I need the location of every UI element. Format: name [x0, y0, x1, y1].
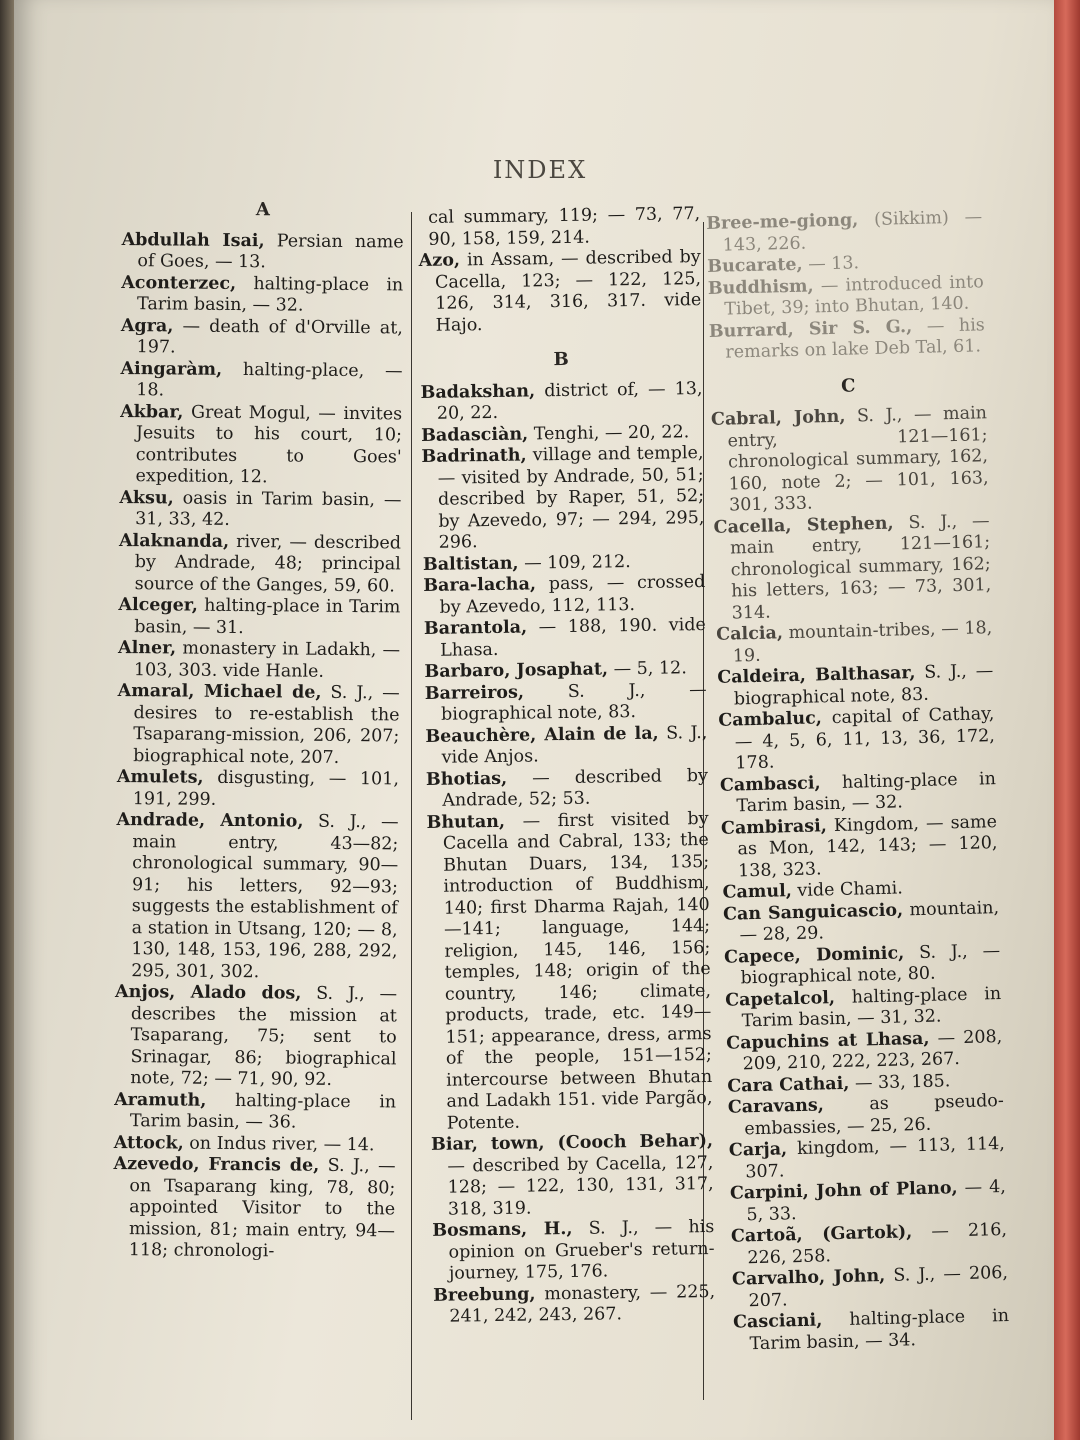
entry-headword: Abdullah Isai,: [121, 229, 265, 251]
index-entry: [720, 769, 997, 819]
entry-headword: Barreiros,: [424, 682, 525, 704]
index-entry: [724, 941, 1001, 991]
index-entry: [708, 272, 985, 322]
entry-text: — his remarks on lake Deb Tal, 61.: [725, 314, 986, 363]
entry-text: — 33, 185.: [854, 1070, 951, 1094]
entry-headword: Barantola,: [423, 617, 528, 639]
entry-text: S. J., — main entry, 121—161; chronological summary, 162, 160, note 2; — 101, 163, 301, 333.: [727, 403, 989, 516]
entry-headword: Agra,: [120, 315, 174, 336]
entry-headword: Aksu,: [119, 487, 174, 508]
index-entry: [423, 572, 706, 619]
entry-text: — 4, 5, 33.: [746, 1176, 1007, 1225]
entry-headword: Alceger,: [118, 594, 198, 616]
index-entry: [726, 1027, 1003, 1077]
entry-text: (Sikkim) — 143, 226.: [722, 207, 983, 256]
entry-text: in Assam, — described by Cacella, 123; — 122, 125, 126, 314, 316, 317. vide Hajo.: [434, 247, 702, 336]
entry-text: S. J., — biographical note, 83.: [440, 679, 707, 725]
entry-headword: Azevedo, Francis de,: [113, 1153, 320, 1176]
entry-text: village and temple, — visited by Andrade, 50, 51; described by Raper, 51, 52; by Azevedo, 97; — 294, 295, 296.: [437, 443, 705, 553]
entry-headword: Attock,: [113, 1132, 184, 1154]
entry-headword: Casciani,: [732, 1310, 823, 1333]
entry-text: — 216, 226, 258.: [747, 1219, 1008, 1268]
index-entry: [421, 443, 704, 554]
entry-text: mountain, — 28, 29.: [739, 897, 1000, 946]
entry-headword: Barbaro, Josaphat,: [424, 659, 609, 682]
entry-headword: Capetalcol,: [724, 987, 836, 1011]
index-entry: [120, 358, 402, 403]
entry-text: monastery, — 225, 241, 242, 243, 267.: [449, 1281, 716, 1327]
entry-headword: Bree-me-giong,: [706, 210, 859, 234]
entry-headword: Cabral, John,: [710, 406, 846, 430]
index-entry: [114, 982, 397, 1092]
entry-text: S. J., — on Tsaparang king, 78, 80; appointed Visitor to the mission, 81; main entry, 94—118; chronologi-: [128, 1155, 396, 1262]
index-entry: [431, 1131, 714, 1221]
index-entry: [711, 403, 990, 517]
entry-headword: Cambaluc,: [718, 708, 823, 731]
entry-text: halting-place in Tarim basin, — 31.: [134, 595, 401, 638]
entry-text: S. J., — biographical note, 80.: [740, 940, 1001, 989]
index-entry: [119, 487, 401, 532]
section-letter: C: [840, 374, 856, 397]
entry-text: halting-place in Tarim basin, — 32.: [736, 768, 997, 817]
index-entry: [121, 229, 403, 274]
entry-text: halting-place in Tarim basin, — 32.: [136, 273, 404, 316]
index-entry: [425, 723, 708, 770]
index-entry: [424, 615, 707, 662]
entry-headword: Amaral, Michael de,: [117, 680, 322, 703]
index-entry: [426, 809, 712, 1135]
entry-headword: Badasciàn,: [421, 423, 529, 446]
index-entry: [433, 1281, 716, 1328]
entry-headword: Andrade, Antonio,: [116, 809, 304, 832]
entry-headword: Cambirasi,: [720, 815, 828, 839]
index-entry: [732, 1263, 1009, 1313]
entry-text: Great Mogul, — invites Jesuits to his court, 10; contributes to Goes' expedition, 12.: [135, 402, 403, 488]
entry-text: cal summary, 119; — 73, 77, 90, 158, 159, 214.: [427, 204, 701, 250]
entry-headword: Alaknanda,: [118, 530, 230, 552]
entry-text: Persian name of Goes, — 13.: [137, 230, 404, 273]
entry-headword: Carpini, John of Plano,: [729, 1178, 958, 1204]
entry-headword: Can Sanguicascio,: [722, 899, 904, 925]
index-entry: [117, 681, 400, 769]
red-cover-edge: [1054, 0, 1080, 1440]
entry-text: halting-place, — 18.: [136, 359, 403, 401]
entry-text: mountain-tribes, — 18, 19.: [732, 618, 993, 666]
index-entry: [121, 272, 403, 317]
entry-text: Kingdom, — same as Mon, 142, 143; — 120, 138, 323.: [737, 811, 998, 881]
entry-headword: Beauchère, Alain de la,: [425, 723, 659, 747]
entry-headword: Biar, town, (Cooch Behar),: [430, 1130, 714, 1155]
index-entry: [425, 680, 708, 727]
entry-headword: Azo,: [418, 250, 461, 271]
index-entry: [420, 379, 703, 426]
entry-headword: Aramuth,: [114, 1089, 207, 1111]
index-entry: [118, 595, 400, 640]
entry-headword: Anjos, Alado dos,: [114, 981, 302, 1004]
index-entry: [725, 984, 1002, 1034]
entry-text: vide Chami.: [797, 878, 904, 901]
index-entry: [432, 1217, 715, 1285]
index-entry: [731, 1220, 1008, 1270]
entry-text: S. J., — main entry, 43—82; chronological summary, 90—91; his letters, 92—93; suggests the establishment of a station in Utsang, 120; — 8, 130, 148, 153, 196, 288, 292, 295, 301, 302.: [131, 811, 399, 982]
entry-headword: Aconterzec,: [121, 272, 237, 294]
entry-headword: Caldeira, Balthasar,: [717, 663, 916, 688]
entry-headword: Alner,: [117, 637, 177, 659]
entry-text: S. J., — 206, 207.: [748, 1262, 1009, 1311]
index-column-3: [706, 207, 1010, 1355]
entry-text: pass, — crossed by Azevedo, 112, 113.: [439, 572, 706, 618]
entry-text: district of, — 13, 20, 22.: [436, 378, 703, 424]
index-column-1: [113, 198, 404, 1264]
entry-text: — first visited by Cacella and Cabral, 133; the Bhutan Duars, 134, 135; introduction of Buddhism, 140; first Dharma Rajah, 140—141; language, 144; religion, 145, 146, 156; temples, 148; origin of the country, 146; climate, products, trade, etc. 149—151; appearance, dress, arms of the people, 151—152; intercourse between Bhutan and Ladakh 151. vide Pargão, Potente.: [442, 808, 713, 1134]
entry-headword: Cambasci,: [719, 772, 821, 796]
entry-headword: Badakshan,: [420, 380, 536, 403]
index-entry: [419, 247, 702, 337]
section-letter: B: [553, 348, 569, 371]
index-entry: [733, 1306, 1010, 1356]
index-entry: [119, 530, 402, 597]
entry-text: as pseudo-embassies, — 25, 26.: [744, 1090, 1004, 1139]
entry-text: — 13.: [807, 253, 860, 275]
index-entry: [115, 810, 398, 984]
index-entry: [718, 704, 995, 775]
entry-headword: Carja,: [728, 1139, 788, 1161]
entry-text: river, — described by Andrade, 48; principal source of the Ganges, 59, 60.: [134, 531, 402, 596]
entry-headword: Cacella, Stephen,: [713, 513, 894, 538]
entry-text: — 188, 190. vide Lhasa.: [440, 615, 706, 661]
entry-text: S. J., — biographical note, 83.: [733, 661, 994, 709]
entry-headword: Calcia,: [716, 623, 784, 645]
entry-headword: Breebung,: [433, 1283, 536, 1306]
index-entry: [713, 511, 992, 625]
entry-text: disgusting, — 101, 191, 299.: [132, 767, 400, 810]
entry-text: capital of Cathay, — 4, 5, 6, 11, 13, 36, 172, 178.: [734, 704, 996, 774]
entry-text: S. J., vide Anjos.: [441, 722, 708, 768]
entry-text: S. J., — his opinion on Grueber's return-journey, 175, 176.: [448, 1216, 715, 1284]
entry-headword: Bara-lacha,: [423, 574, 537, 596]
entry-text: halting-place in Tarim basin, — 34.: [749, 1305, 1010, 1354]
section-letter: A: [255, 199, 270, 221]
entry-headword: Bosmans, H.,: [432, 1218, 573, 1241]
index-entry: [716, 618, 993, 668]
entry-headword: Cartoã, (Gartok),: [730, 1222, 913, 1247]
index-entry: [121, 315, 403, 360]
entry-text: oasis in Tarim basin, — 31, 33, 42.: [135, 488, 402, 530]
column-rule: [411, 212, 412, 1420]
entry-headword: Badrinath,: [421, 445, 527, 467]
index-column-2: [418, 204, 716, 1328]
entry-text: halting-place in Tarim basin, — 31, 32.: [741, 983, 1002, 1032]
index-entry: [114, 1132, 396, 1156]
index-entry: [114, 1089, 396, 1134]
entry-headword: Aingaràm,: [120, 358, 223, 380]
entry-headword: Bhotias,: [425, 768, 508, 790]
entry-text: Tenghi, — 20, 22.: [533, 421, 690, 444]
index-entry: [117, 767, 399, 812]
entry-text: — 109, 212.: [524, 551, 631, 574]
entry-headword: Bhutan,: [426, 811, 506, 833]
entry-headword: Akbar,: [120, 401, 184, 423]
entry-text: S. J., —desires to re-establish the Tsaparang-mission, 206, 207; biographical note, 207.: [133, 682, 400, 768]
entry-headword: Caravans,: [727, 1095, 825, 1118]
index-entry: [723, 898, 1000, 948]
page-title: INDEX: [492, 156, 588, 184]
entry-text: halting-place in Tarim basin, — 36.: [129, 1090, 397, 1133]
index-entry: [721, 812, 998, 883]
entry-headword: Bucarate,: [707, 254, 803, 277]
index-entry: [730, 1177, 1007, 1227]
index-entry: [728, 1091, 1005, 1141]
entry-headword: Cara Cathai,: [727, 1073, 850, 1097]
entry-text: — death of d'Orville at, 197.: [136, 316, 403, 358]
entry-text: — 5, 12.: [613, 658, 687, 680]
entry-text: S. J., — main entry, 121—161; chronological summary, 162; his letters, 163; — 73, 301, 314.: [729, 510, 992, 623]
entry-headword: Capuchins at Lhasa,: [726, 1028, 930, 1054]
entry-text: kingdom, — 113, 114, 307.: [745, 1133, 1006, 1182]
index-entry: [119, 401, 402, 489]
entry-headword: Carvalho, John,: [731, 1265, 886, 1290]
entry-headword: Amulets,: [116, 766, 204, 788]
index-entry: [729, 1134, 1006, 1184]
index-entry: [709, 315, 986, 365]
index-entry: [418, 204, 701, 251]
entry-text: — introduced into Tibet, 39; into Bhutan, 140.: [724, 271, 984, 320]
entry-text: on Indus river, — 14.: [189, 1133, 375, 1155]
index-entry: [426, 766, 709, 813]
entry-text: — described by Cacella, 127, 128; — 122, 130, 131, 317, 318, 319.: [447, 1152, 714, 1220]
index-entry: [706, 207, 983, 257]
entry-headword: Buddhism,: [707, 275, 814, 299]
index-entry: [113, 1154, 396, 1264]
entry-text: monastery in Ladakh, — 103, 303. vide Hanle.: [133, 638, 401, 682]
entry-text: — 208, 209, 210, 222, 223, 267.: [742, 1026, 1003, 1075]
entry-text: — described by Andrade, 52; 53.: [442, 765, 709, 811]
index-entry: [717, 661, 994, 711]
entry-headword: Burrard, Sir S. G.,: [708, 316, 913, 342]
index-entry: [118, 638, 400, 683]
entry-headword: Baltistan,: [422, 553, 519, 575]
entry-headword: Capece, Dominic,: [723, 942, 905, 968]
entry-text: S. J., — describes the mission at Tsaparang, 75; sent to Srinagar, 86; biographical note, 72; — 71, 90, 92.: [130, 983, 398, 1090]
entry-headword: Camul,: [722, 881, 793, 903]
